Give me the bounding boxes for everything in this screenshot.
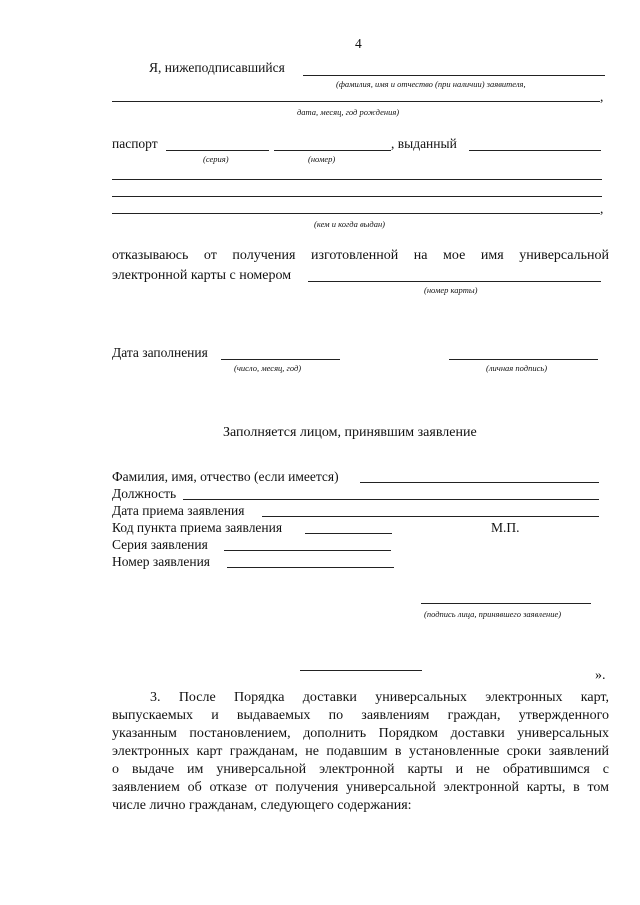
issued-by-caption: (кем и когда выдан) [314, 219, 386, 229]
section3-line3: указанным постановлением, дополнить Порядком доставки универсальных [112, 726, 609, 741]
section3-line1: 3. После Порядка доставки универсальных электронных карт, [150, 690, 609, 705]
card-number-caption: (номер карты) [424, 285, 478, 295]
official-field-point-code: Код пункта приема заявления [112, 520, 283, 535]
closing-rule [300, 670, 422, 671]
official-signature-caption: (подпись лица, принявшего заявление) [424, 609, 562, 619]
section3-line2: выпускаемых и выдаваемых по заявлениям граждан, утвержденного [112, 708, 609, 723]
official-position-line[interactable] [183, 499, 599, 500]
issued-by-line-4[interactable] [112, 213, 600, 214]
closing-quote: ». [595, 668, 606, 683]
section3-line4: электронных карт гражданам, не подавшим в установленные сроки заявлений [112, 744, 609, 759]
series-caption: (серия) [203, 154, 229, 164]
signature-caption: (личная подпись) [486, 363, 548, 373]
section3-line5: о выдаче им универсальной электронной карты и не обратившимся с [112, 762, 609, 777]
fill-date-line[interactable] [221, 359, 340, 360]
refusal-text-line2: электронной карты с номером [112, 268, 292, 283]
official-field-series: Серия заявления [112, 537, 208, 552]
issued-by-line[interactable] [469, 150, 601, 151]
page-number: 4 [355, 36, 362, 51]
passport-label: паспорт [112, 136, 158, 151]
official-field-date: Дата приема заявления [112, 503, 245, 518]
line-end-comma-2: , [600, 201, 604, 216]
issued-by-line-2[interactable] [112, 179, 602, 180]
issued-label: , выданный [391, 136, 457, 151]
section3-line6: заявлением об отказе от получения универсальной электронной карты, в том [112, 780, 609, 795]
refusal-text-line1: отказываюсь от получения изготовленной на мое имя универсальной [112, 248, 609, 263]
passport-series-line[interactable] [166, 150, 269, 151]
official-number-line[interactable] [227, 567, 394, 568]
applicant-name-caption: (фамилия, имя и отчество (при наличии) заявителя, [336, 79, 526, 89]
official-series-line[interactable] [224, 550, 391, 551]
number-caption: (номер) [308, 154, 336, 164]
official-name-line[interactable] [360, 482, 599, 483]
undersigned-label: Я, нижеподписавшийся [149, 60, 285, 75]
passport-number-line[interactable] [274, 150, 391, 151]
birth-date-caption: дата, месяц, год рождения) [297, 107, 400, 117]
birth-date-line[interactable] [112, 101, 600, 102]
signature-line[interactable] [449, 359, 598, 360]
issued-by-line-3[interactable] [112, 196, 602, 197]
card-number-line[interactable] [308, 281, 601, 282]
stamp-place-label: М.П. [491, 520, 520, 535]
section3-line7: числе лично гражданам, следующего содержания: [112, 798, 412, 813]
official-date-line[interactable] [262, 516, 599, 517]
applicant-name-line[interactable] [303, 75, 605, 76]
official-field-position: Должность [112, 486, 177, 501]
fill-date-caption: (число, месяц, год) [234, 363, 302, 373]
official-field-number: Номер заявления [112, 554, 211, 569]
official-point-code-line[interactable] [305, 533, 392, 534]
official-heading: Заполняется лицом, принявшим заявление [223, 425, 477, 440]
official-signature-line[interactable] [421, 603, 591, 604]
fill-date-label: Дата заполнения [112, 345, 208, 360]
line-end-comma: , [600, 89, 604, 104]
official-field-name: Фамилия, имя, отчество (если имеется) [112, 469, 339, 484]
